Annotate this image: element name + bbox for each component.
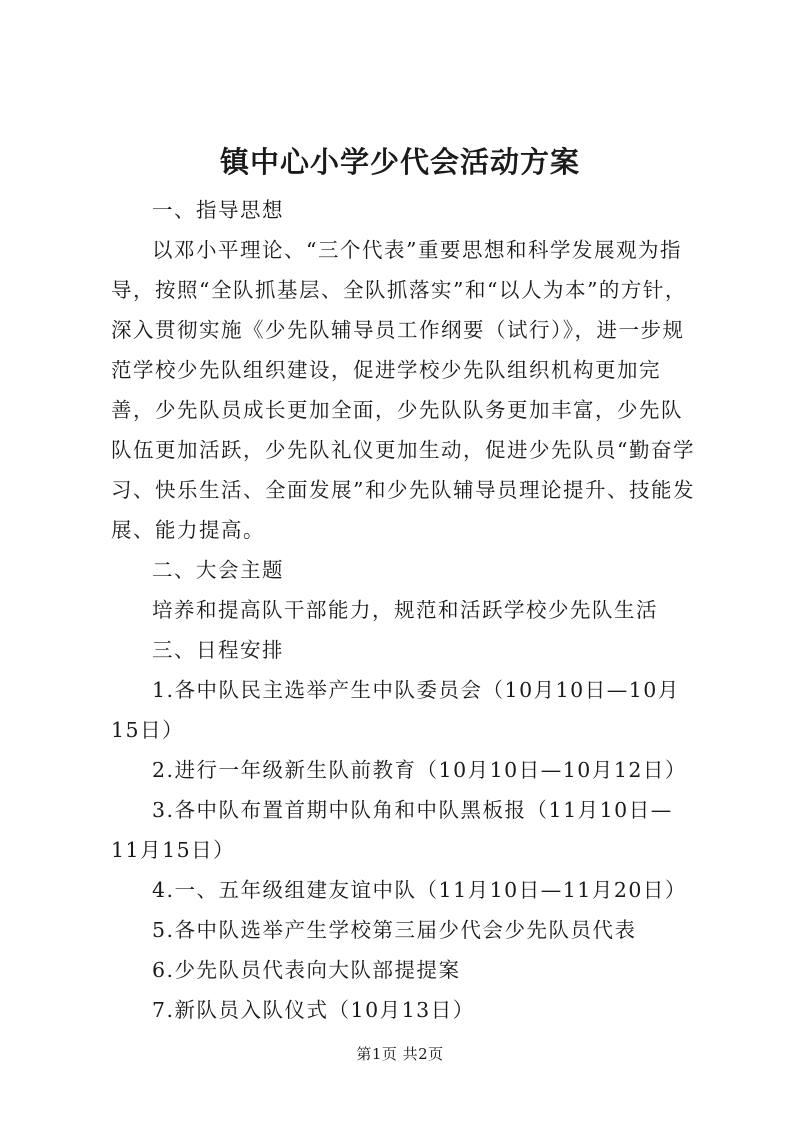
document-title: 镇中心小学少代会活动方案 xyxy=(219,145,580,179)
section-heading-theme: 二、大会主题 xyxy=(152,558,284,582)
schedule-item-6: 6.少先队员代表向大队部提提案 xyxy=(152,958,461,982)
page-number-footer: 第1页 共2页 xyxy=(356,1045,444,1063)
schedule-item-3: 3.各中队布置首期中队角和中队黑板报（11月10日—11月15日） xyxy=(111,798,673,862)
paragraph-theme: 培养和提高队干部能力，规范和活跃学校少先队生活 xyxy=(152,598,658,622)
schedule-item-7: 7.新队员入队仪式（10月13日） xyxy=(152,998,475,1022)
section-heading-guiding-ideology: 一、指导思想 xyxy=(152,198,284,222)
paragraph-guiding-ideology: 以邓小平理论、“三个代表”重要思想和科学发展观为指导，按照“全队抓基层、全队抓落实”和“以人为本”的方针，深入贯彻实施《少先队辅导员工作纲要（试行）》，进一步规范学校少先队组织建设，促进学校少先队组织机构更加完善，少先队员成长更加全面，少先队队务更加丰富，少先队队伍更加活跃，少先队礼仪更加生动，促进少先队员“勤奋学习、快乐生活、全面发展”和少先队辅导员理论提升、技能发展、能力提高。 xyxy=(111,238,695,542)
schedule-item-4: 4.一、五年级组建友谊中队（11月10日—11月20日） xyxy=(152,878,687,902)
schedule-item-5: 5.各中队选举产生学校第三届少代会少先队员代表 xyxy=(152,918,637,942)
schedule-item-2: 2.进行一年级新生队前教育（10月10日—10月12日） xyxy=(152,758,687,782)
document-body xyxy=(111,190,701,1030)
schedule-item-1: 1.各中队民主选举产生中队委员会（10月10日—10月15日） xyxy=(111,678,680,742)
section-heading-schedule: 三、日程安排 xyxy=(152,638,284,662)
